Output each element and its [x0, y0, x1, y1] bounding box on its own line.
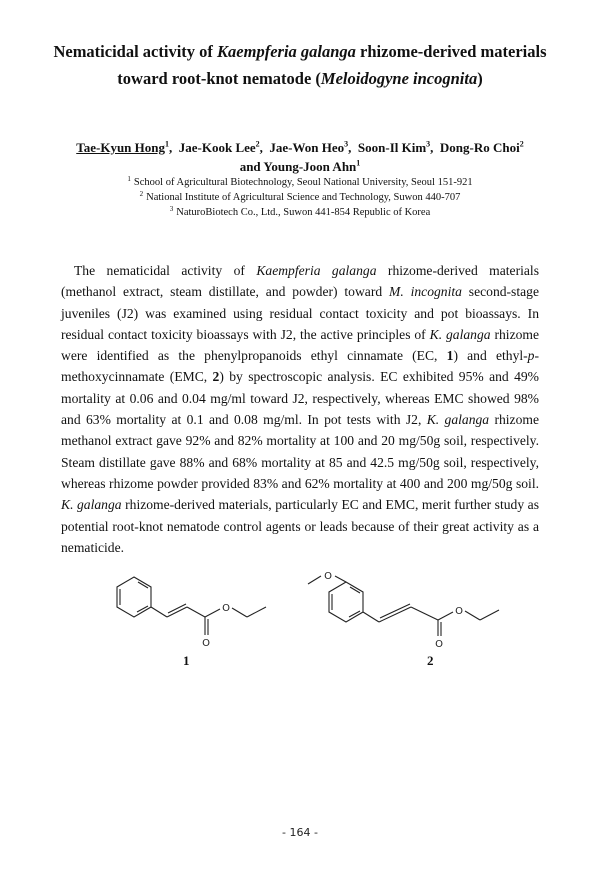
abstract-segment: p	[527, 348, 535, 364]
abstract-segment: -methoxycinnamate (EMC,	[61, 348, 539, 385]
bond	[480, 610, 499, 620]
title-text-3: )	[477, 69, 483, 88]
abstract-segment: rhizome were identified as the phenylpropanoids ethyl cinnamate (EC,	[61, 326, 540, 364]
atom-label: O	[455, 606, 463, 617]
bond	[438, 612, 453, 620]
abstract-segment: ) and ethyl-	[453, 348, 528, 364]
abstract-segment: M. incognita	[389, 284, 462, 300]
author-affiliation-mark: 1	[165, 139, 169, 149]
benzene-ring	[117, 577, 151, 617]
affiliation-text: National Institute of Agricultural Science and Technology, Suwon 440-707	[146, 192, 461, 203]
page-number: - 164 -	[282, 826, 318, 839]
bond	[411, 607, 438, 620]
author-affiliation-mark: 3	[344, 139, 349, 149]
atom-label: O	[435, 639, 443, 650]
affiliation	[40, 175, 560, 190]
abstract-segment: 2	[212, 369, 220, 385]
benzene-ring	[329, 582, 363, 622]
affiliation-number: 2	[139, 189, 144, 198]
abstract-segment: Kaempferia galanga	[256, 263, 377, 278]
affiliation-text: School of Agricultural Biotechnology, Seoul National University, Seoul 151-921	[133, 177, 473, 188]
atom-label: O	[222, 603, 230, 614]
author-separator: ,	[348, 140, 358, 155]
author-name: Tae-Kyun Hong	[76, 140, 165, 155]
bond	[247, 607, 266, 617]
bond	[308, 576, 321, 584]
structure-ethyl-p-methoxycinnamate	[300, 565, 520, 650]
bond	[151, 607, 167, 617]
abstract-segment: K. galanga	[426, 412, 490, 428]
author-name: Soon-Il Kim	[357, 140, 427, 155]
atom-label: O	[324, 571, 332, 582]
paper-title	[40, 38, 560, 92]
affiliation-number: 3	[169, 204, 174, 213]
abstract-segment: second-stage juveniles (J2) was examined using residual contact toxicity and pot bioassays. In residual contact toxicity bioassays with J2, the active principles of	[61, 284, 539, 342]
atom-label: O	[202, 638, 210, 649]
title-species: Kaempferia galanga	[217, 42, 356, 61]
bond	[379, 607, 411, 622]
bond	[205, 609, 220, 617]
affiliation-list	[40, 175, 560, 220]
author-name: Jae-Won Heo	[269, 140, 345, 155]
title-text-2: rhizome-derived materials toward root-knot nematode (	[117, 42, 547, 88]
author-name: and Young-Joon Ahn	[239, 159, 357, 174]
bond	[187, 607, 205, 617]
abstract	[61, 260, 539, 558]
abstract-segment: The nematicidal activity of	[74, 263, 257, 278]
title-text: Nematicidal activity of	[53, 42, 218, 61]
compound-label-2: 2	[427, 653, 434, 668]
bond	[232, 608, 247, 617]
author-separator: ,	[259, 140, 270, 155]
affiliation-number: 1	[127, 174, 131, 183]
author-name: Dong-Ro Choi	[439, 140, 520, 155]
bond	[335, 576, 346, 582]
title-target-species: Meloidogyne incognita	[320, 69, 478, 88]
author-separator: ,	[169, 140, 179, 155]
double-bond	[380, 604, 410, 618]
author-affiliation-mark: 2	[519, 139, 524, 149]
affiliation	[40, 190, 560, 205]
abstract-segment: rhizome-derived materials, particularly EC and EMC, merit further study as potential root-knot nematode control agents or leads because of their great activity as a nematicide.	[61, 497, 540, 555]
compound-label-1: 1	[183, 653, 190, 668]
author-affiliation-mark: 2	[255, 139, 260, 149]
author-list	[40, 138, 560, 176]
abstract-segment: K. galanga	[429, 326, 491, 342]
abstract-segment: ) by spectroscopic analysis. EC exhibited 95% and 49% mortality at 0.06 and 0.04 mg/ml toward J2, respectively, whereas EMC showed 98% and 63% mortality at 0.1 and 0.08 mg/ml. In pot tests with J2,	[61, 369, 539, 428]
bond	[465, 611, 480, 620]
abstract-segment: rhizome methanol extract gave 92% and 82% mortality at 100 and 20 mg/50g soil, respectively. Steam distillate gave 88% and 68% mortality at 85 and 42.5 mg/50g soil, respectively, whereas rhizome powder provided 83% and 62% mortality at 400 and 200 mg/50g soil.	[61, 412, 539, 491]
affiliation	[40, 205, 560, 220]
abstract-segment: K. galanga	[61, 497, 122, 513]
author-affiliation-mark: 3	[426, 139, 431, 149]
author-name: Jae-Kook Lee	[178, 140, 256, 155]
bond	[363, 612, 379, 622]
structure-ethyl-cinnamate	[108, 575, 298, 650]
abstract-segment: rhizome-derived materials (methanol extract, steam distillate, and powder) toward	[61, 263, 539, 300]
author-affiliation-mark: 1	[356, 158, 361, 168]
author-separator: ,	[430, 140, 440, 155]
affiliation-text: NaturoBiotech Co., Ltd., Suwon 441-854 Republic of Korea	[176, 207, 431, 218]
abstract-segment: 1	[446, 348, 454, 364]
